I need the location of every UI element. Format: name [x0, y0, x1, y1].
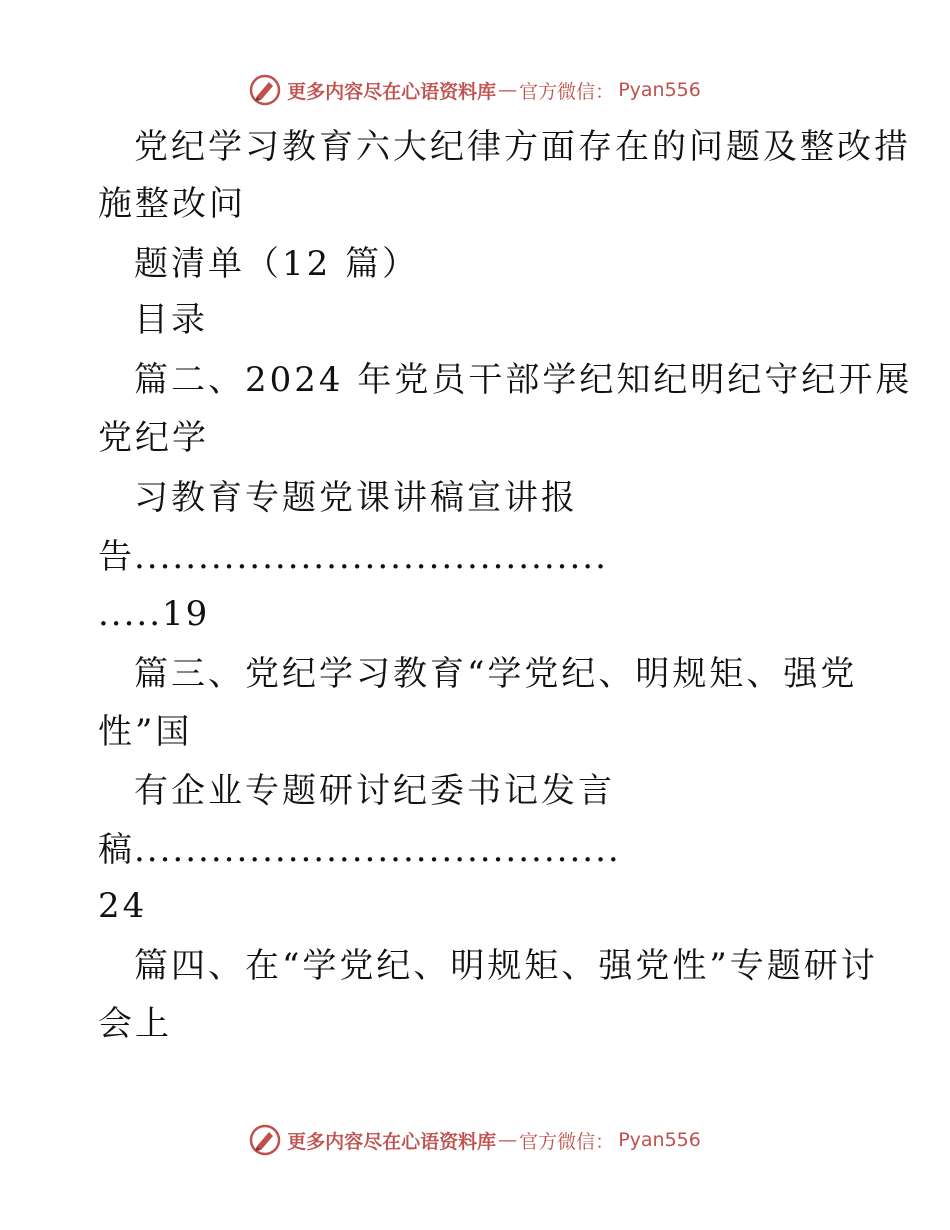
toc-entry-2-line-2: 党纪学	[98, 418, 209, 458]
toc-entry-3-leader: 稿......................................	[98, 830, 621, 870]
pen-logo-icon	[249, 74, 281, 106]
toc-entry-2-line-1: 篇二、2024 年党员干部学纪知纪明纪守纪开展	[134, 360, 913, 400]
toc-entry-4-line-1: 篇四、在“学党纪、明规矩、强党性”专题研讨	[134, 946, 878, 986]
watermark-dash: —	[498, 1129, 518, 1151]
pen-logo-icon	[249, 1124, 281, 1156]
toc-entry-3-line-3: 有企业专题研讨纪委书记发言	[134, 771, 615, 811]
watermark-site-text: 更多内容尽在心语资料库	[287, 1130, 497, 1153]
toc-entry-3-page: 24	[98, 886, 148, 926]
toc-entry-2-leader: 告.....................................	[98, 537, 608, 577]
toc-entry-3-line-2: 性”国	[98, 712, 193, 752]
watermark-dash: —	[498, 79, 518, 101]
title-line-3: 题清单（12 篇）	[134, 244, 420, 284]
watermark-label: 官方微信：	[519, 1130, 615, 1153]
footer-watermark	[0, 1120, 950, 1160]
toc-heading: 目录	[134, 300, 208, 340]
watermark-id: Pyan556	[618, 1129, 701, 1151]
watermark-label: 官方微信：	[519, 80, 615, 103]
watermark-site-text: 更多内容尽在心语资料库	[287, 80, 497, 103]
header-watermark	[0, 70, 950, 110]
title-line-1: 党纪学习教育六大纪律方面存在的问题及整改措	[134, 127, 911, 167]
toc-entry-3-line-1: 篇三、党纪学习教育“学党纪、明规矩、强党	[134, 654, 858, 694]
toc-entry-4-line-2: 会上	[98, 1004, 172, 1044]
title-line-2: 施整改问	[98, 184, 246, 224]
watermark-id: Pyan556	[618, 79, 701, 101]
toc-entry-2-page: .....19	[98, 594, 210, 634]
toc-entry-2-line-3: 习教育专题党课讲稿宣讲报	[134, 478, 578, 518]
